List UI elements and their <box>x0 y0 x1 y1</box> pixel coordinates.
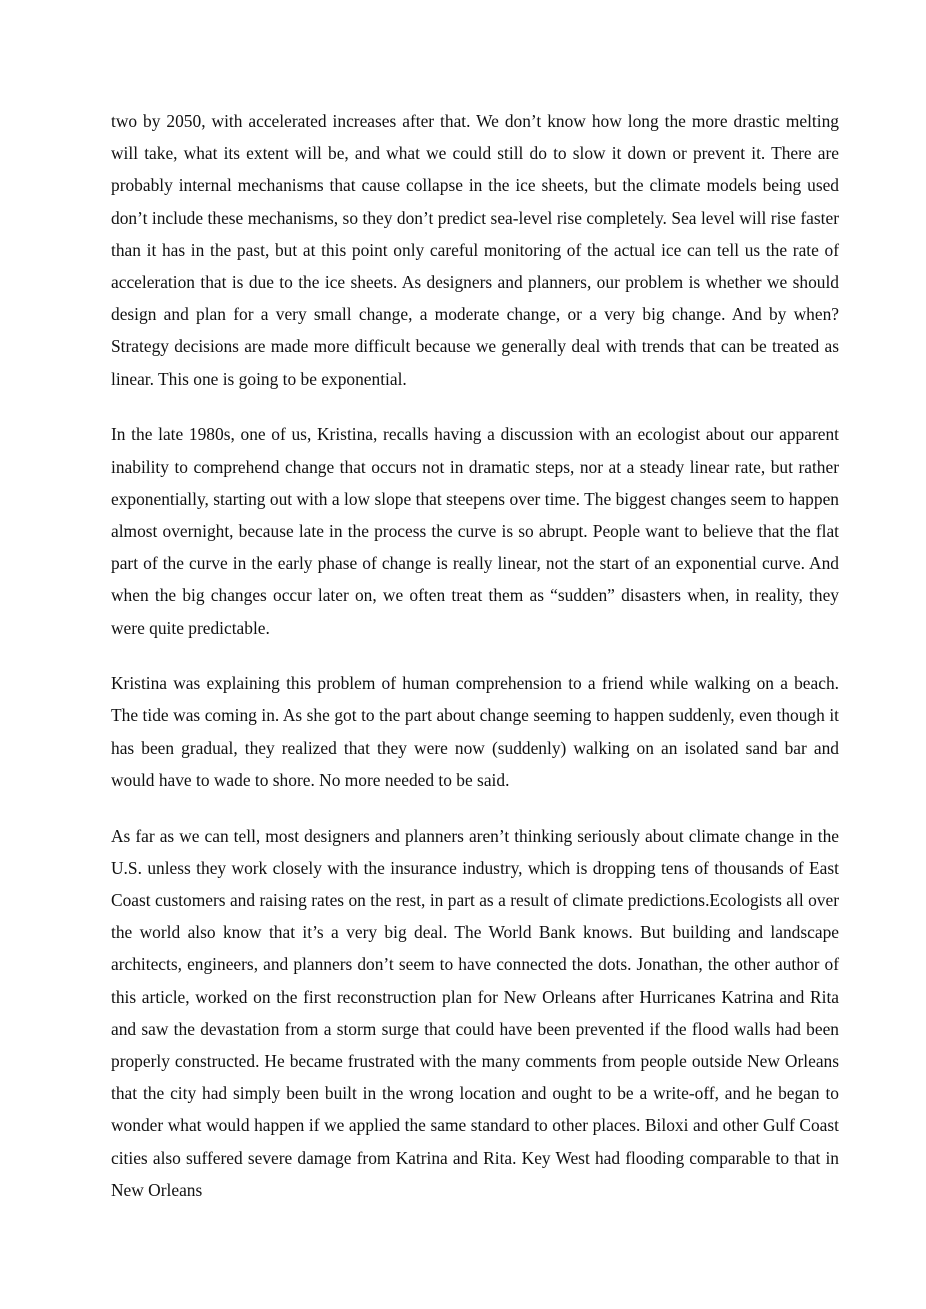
paragraph-beach-anecdote: Kristina was explaining this problem of human comprehension to a friend while walking on a beach. The tide was coming in. As she got to the part about change seeming to happen suddenly, even though it has been gradual, they realized that they were now (suddenly) walking on an isolated sand bar and would have to wade to shore. No more needed to be said. <box>111 673 839 790</box>
paragraph-designers-planners: As far as we can tell, most designers and planners aren’t thinking seriously about climate change in the U.S. unless they work closely with the insurance industry, which is dropping tens of thousands of East Coast customers and raising rates on the rest, in part as a result of climate predictions.Ecologists all over the world also know that it’s a very big deal. The World Bank knows. But building and landscape architects, engineers, and planners don’t seem to have connected the dots. Jonathan, the other author of this article, worked on the first reconstruction plan for New Orleans after Hurricanes Katrina and Rita and saw the devastation from a storm surge that could have been prevented if the flood walls had been properly constructed. He became frustrated with the many comments from people outside New Orleans that the city had simply been built in the wrong location and ought to be a write-off, and he began to wonder what would happen if we applied the same standard to other places. Biloxi and other Gulf Coast cities also suffered severe damage from Katrina and Rita. Key West had flooding comparable to that in New Orleans <box>111 825 839 1200</box>
document-page <box>111 105 839 1230</box>
paragraph-exponential-change: In the late 1980s, one of us, Kristina, recalls having a discussion with an ecologist about our apparent inability to comprehend change that occurs not in dramatic steps, nor at a steady linear rate, but rather exponentially, starting out with a low slope that steepens over time. The biggest changes seem to happen almost overnight, because late in the process the curve is so abrupt. People want to believe that the flat part of the curve in the early phase of change is really linear, not the start of an exponential curve. And when the big changes occur later on, we often treat them as “sudden” disasters when, in reality, they were quite predictable. <box>111 424 839 638</box>
paragraph-sea-level-rise: two by 2050, with accelerated increases after that. We don’t know how long the more drastic melting will take, what its extent will be, and what we could still do to slow it down or prevent it. There are probably internal mechanisms that cause collapse in the ice sheets, but the climate models being used don’t include these mechanisms, so they don’t predict sea-level rise completely. Sea level will rise faster than it has in the past, but at this point only careful monitoring of the actual ice can tell us the rate of acceleration that is due to the ice sheets. As designers and planners, our problem is whether we should design and plan for a very small change, a moderate change, or a very big change. And by when? Strategy decisions are made more difficult because we generally deal with trends that can be treated as linear. This one is going to be exponential. <box>111 111 839 389</box>
